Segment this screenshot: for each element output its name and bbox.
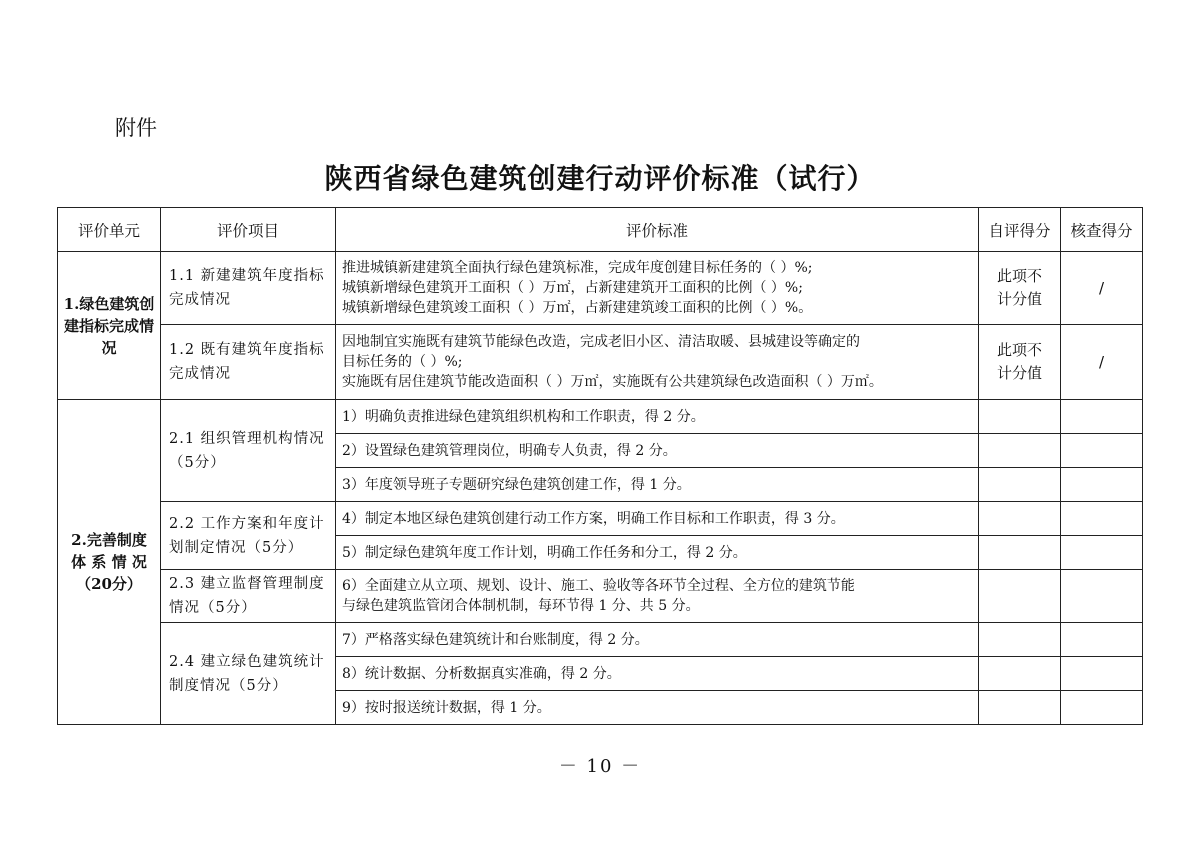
item-1-2: 1.2 既有建筑年度指标完成情况 <box>161 325 336 400</box>
criteria-2-9: 9）按时报送统计数据，得 1 分。 <box>336 691 979 725</box>
self-score-cell <box>979 325 1061 400</box>
attachment-label: 附件 <box>115 116 157 140</box>
unit-2-label: 体 系 情 况 <box>71 553 147 571</box>
page-number: － 10 － <box>558 756 642 777</box>
self-score-cell <box>979 434 1061 468</box>
check-score-cell <box>1061 657 1143 691</box>
table-row <box>58 400 1143 434</box>
no-score-text: 计分值 <box>996 364 1042 382</box>
self-score-cell <box>979 657 1061 691</box>
criteria-2-8: 8）统计数据、分析数据真实准确，得 2 分。 <box>336 657 979 691</box>
check-score-cell <box>1061 536 1143 570</box>
no-score-text: 计分值 <box>996 290 1042 308</box>
self-score-cell <box>979 570 1061 623</box>
criteria-line: 目标任务的（ ）%; <box>342 354 463 370</box>
table-row <box>58 502 1143 536</box>
check-score-cell <box>1061 400 1143 434</box>
criteria-1-2 <box>336 325 979 400</box>
self-score-cell <box>979 623 1061 657</box>
no-score-text: 此项不 <box>996 267 1042 285</box>
check-score-cell <box>1061 623 1143 657</box>
criteria-line: 实施既有居住建筑节能改造面积（ ）万㎡，实施既有公共建筑绿色改造面积（ ）万㎡。 <box>342 374 883 390</box>
item-2-3: 2.3 建立监督管理制度情况（5分） <box>161 570 336 623</box>
unit-1-cell <box>58 252 161 400</box>
criteria-2-5: 5）制定绿色建筑年度工作计划，明确工作任务和分工，得 2 分。 <box>336 536 979 570</box>
check-score-cell <box>1061 502 1143 536</box>
criteria-2-1: 1）明确负责推进绿色建筑组织机构和工作职责，得 2 分。 <box>336 400 979 434</box>
item-1-1: 1.1 新建建筑年度指标完成情况 <box>161 252 336 325</box>
criteria-2-4: 4）制定本地区绿色建筑创建行动工作方案，明确工作目标和工作职责，得 3 分。 <box>336 502 979 536</box>
evaluation-table <box>57 207 1143 725</box>
criteria-line: 与绿色建筑监管闭合体制机制，每环节得 1 分、共 5 分。 <box>342 598 700 614</box>
check-score-cell <box>1061 468 1143 502</box>
self-score-cell <box>979 536 1061 570</box>
no-score-text: 此项不 <box>996 341 1042 359</box>
criteria-2-6 <box>336 570 979 623</box>
item-2-4: 2.4 建立绿色建筑统计制度情况（5分） <box>161 623 336 725</box>
criteria-2-2: 2）设置绿色建筑管理岗位，明确专人负责，得 2 分。 <box>336 434 979 468</box>
header-unit: 评价单元 <box>58 208 161 252</box>
check-score-cell <box>1061 691 1143 725</box>
check-score-slash: / <box>1061 252 1143 325</box>
table-row <box>58 252 1143 325</box>
table-row <box>58 623 1143 657</box>
unit-2-cell <box>58 400 161 725</box>
check-score-slash: / <box>1061 325 1143 400</box>
self-score-cell <box>979 691 1061 725</box>
self-score-cell <box>979 468 1061 502</box>
criteria-line: 因地制宜实施既有建筑节能绿色改造，完成老旧小区、清洁取暖、县城建设等确定的 <box>342 334 860 350</box>
unit-2-points: （20分） <box>76 575 142 593</box>
self-score-cell <box>979 502 1061 536</box>
unit-1-label: 1.绿色建筑创建指标完成情况 <box>63 294 155 357</box>
check-score-cell <box>1061 434 1143 468</box>
self-score-cell <box>979 400 1061 434</box>
header-item: 评价项目 <box>161 208 336 252</box>
unit-2-label: 2.完善制度 <box>71 531 147 549</box>
header-row <box>58 208 1143 252</box>
criteria-line: 6）全面建立从立项、规划、设计、施工、验收等各环节全过程、全方位的建筑节能 <box>342 578 855 594</box>
criteria-2-7: 7）严格落实绿色建筑统计和台账制度，得 2 分。 <box>336 623 979 657</box>
header-check-score: 核查得分 <box>1061 208 1143 252</box>
table-row <box>58 325 1143 400</box>
criteria-2-3: 3）年度领导班子专题研究绿色建筑创建工作，得 1 分。 <box>336 468 979 502</box>
criteria-1-1 <box>336 252 979 325</box>
check-score-cell <box>1061 570 1143 623</box>
item-2-1: 2.1 组织管理机构情况（5分） <box>161 400 336 502</box>
document-title: 陕西省绿色建筑创建行动评价标准（试行） <box>324 162 876 195</box>
criteria-line: 城镇新增绿色建筑竣工面积（ ）万㎡，占新建建筑竣工面积的比例（ ）%。 <box>342 300 813 316</box>
criteria-line: 推进城镇新建建筑全面执行绿色建筑标准，完成年度创建目标任务的（ ）%; <box>342 260 813 276</box>
table-row <box>58 570 1143 623</box>
self-score-cell <box>979 252 1061 325</box>
header-criteria: 评价标准 <box>336 208 979 252</box>
item-2-2: 2.2 工作方案和年度计划制定情况（5分） <box>161 502 336 570</box>
criteria-line: 城镇新增绿色建筑开工面积（ ）万㎡，占新建建筑开工面积的比例（ ）%; <box>342 280 803 296</box>
header-self-score: 自评得分 <box>979 208 1061 252</box>
